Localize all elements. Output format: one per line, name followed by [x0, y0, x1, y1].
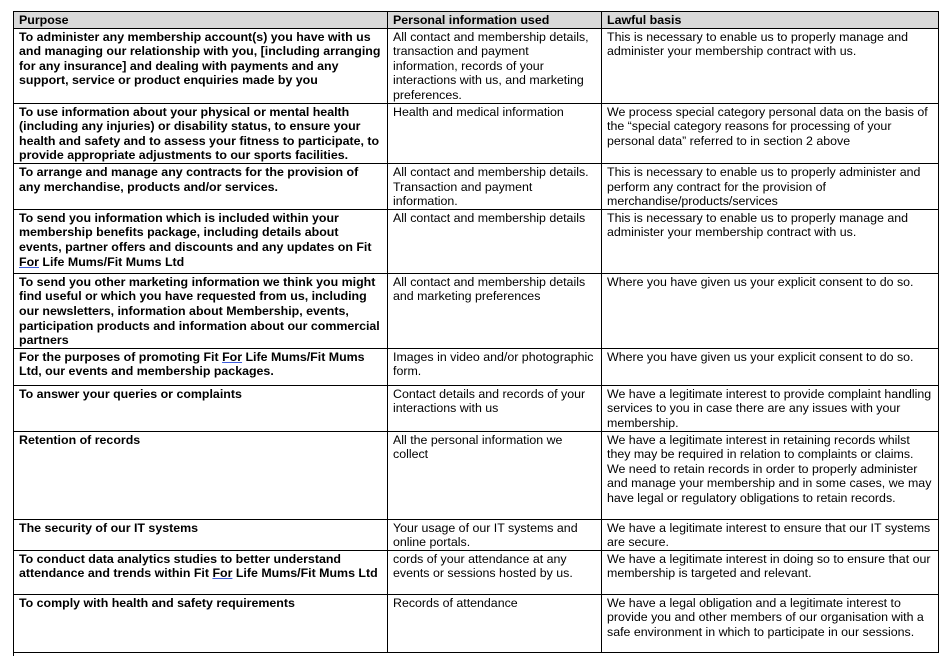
info-cell: All contact and membership details, transaction and payment information, records of your interactions with us, and marketing preferences. — [388, 28, 602, 103]
basis-cell: We process special category personal data on the basis of the “special category reasons for processing of your personal data” referred to in section 2 above — [602, 103, 939, 163]
purpose-text: Life Mums/Fit Mums Ltd — [232, 566, 378, 581]
info-cell: Your usage of our IT systems and online portals. — [388, 519, 602, 550]
basis-cell: We have a legitimate interest to provide complaint handling services to you in case there are any issues with your membership. — [602, 385, 939, 431]
table-row — [14, 385, 939, 431]
info-cell: All contact and membership details and marketing preferences — [388, 273, 602, 348]
header-lawful-basis: Lawful basis — [602, 12, 939, 29]
purpose-cell — [14, 209, 388, 273]
info-cell: All the personal information we collect — [388, 431, 602, 519]
purpose-underlined-text: For — [212, 566, 233, 581]
purpose-cell: To send you other marketing information we think you might find useful or which you have requested from us, including our newsletters, information about Membership, events, participation products and information about our commercial partners — [14, 273, 388, 348]
info-cell: All contact and membership details — [388, 209, 602, 273]
table-row — [14, 209, 939, 273]
info-cell: cords of your attendance at any events or sessions hosted by us. — [388, 550, 602, 594]
purpose-cell: To arrange and manage any contracts for the provision of any merchandise, products and/or services. — [14, 163, 388, 209]
purpose-cell — [14, 550, 388, 594]
purpose-text: To send you information which is included within your membership benefits package, including details about events, partner offers and discounts and any updates on Fit — [19, 210, 372, 254]
basis-cell: We have a legal obligation and a legitimate interest to provide you and other members of our organisation with a safe environment in which to participate in our sessions. — [602, 594, 939, 652]
basis-cell: This is necessary to enable us to properly administer and perform any contract for the provision of merchandise/products/services — [602, 163, 939, 209]
purpose-cell: To comply with health and safety requirements — [14, 594, 388, 652]
purpose-cell: To answer your queries or complaints — [14, 385, 388, 431]
info-cell: Records of attendance — [388, 594, 602, 652]
table-header-row — [14, 12, 939, 29]
purpose-text: Life Mums/Fit Mums Ltd — [38, 254, 185, 269]
basis-cell: This is necessary to enable us to properly manage and administer your membership contract with us. — [602, 209, 939, 273]
basis-cell: We have a legitimate interest in doing so to ensure that our membership is targeted and relevant. — [602, 550, 939, 594]
info-cell: Images in video and/or photographic form. — [388, 348, 602, 385]
info-cell: All contact and membership details. Transaction and payment information. — [388, 163, 602, 209]
lawful-basis-table — [13, 11, 939, 653]
basis-cell: Where you have given us your explicit consent to do so. — [602, 348, 939, 385]
header-purpose: Purpose — [14, 12, 388, 29]
table-row — [14, 550, 939, 594]
table-row — [14, 273, 939, 348]
table-row — [14, 431, 939, 519]
table-row — [14, 594, 939, 652]
info-cell: Health and medical information — [388, 103, 602, 163]
purpose-cell: The security of our IT systems — [14, 519, 388, 550]
table-row — [14, 348, 939, 385]
purpose-cell: Retention of records — [14, 431, 388, 519]
purpose-underlined-text: For — [222, 349, 243, 364]
table-row — [14, 163, 939, 209]
purpose-text: To conduct data analytics studies to better understand attendance and trends within Fit — [19, 551, 341, 581]
header-personal-information: Personal information used — [388, 12, 602, 29]
basis-cell: This is necessary to enable us to properly manage and administer your membership contract with us. — [602, 28, 939, 103]
purpose-cell — [14, 348, 388, 385]
purpose-underlined-text: For — [19, 254, 39, 269]
basis-cell: Where you have given us your explicit consent to do so. — [602, 273, 939, 348]
table-row — [14, 519, 939, 550]
table-row — [14, 28, 939, 103]
basis-cell: We have a legitimate interest to ensure that our IT systems are secure. — [602, 519, 939, 550]
table-row — [14, 103, 939, 163]
purpose-cell: To administer any membership account(s) you have with us and managing our relationship with you, [including arranging for any insurance] and dealing with payments and any support, service or product enquiries made by you — [14, 28, 388, 103]
purpose-text: For the purposes of promoting Fit — [19, 349, 223, 364]
info-cell: Contact details and records of your interactions with us — [388, 385, 602, 431]
page-edge-line — [13, 642, 14, 656]
purpose-cell: To use information about your physical or mental health (including any injuries) or disability status, to ensure your health and safety and to assess your fitness to participate, to provide appropriate adjustments to our sports facilities. — [14, 103, 388, 163]
purpose-text: Life Mums/Fit Mums Ltd, our events and membership packages. — [19, 349, 365, 379]
basis-cell: We have a legitimate interest in retaining records whilst they may be required in relation to complaints or claims. We need to retain records in order to properly administer and manage your membership and in some cases, we may have legal or regulatory obligations to retain records. — [602, 431, 939, 519]
